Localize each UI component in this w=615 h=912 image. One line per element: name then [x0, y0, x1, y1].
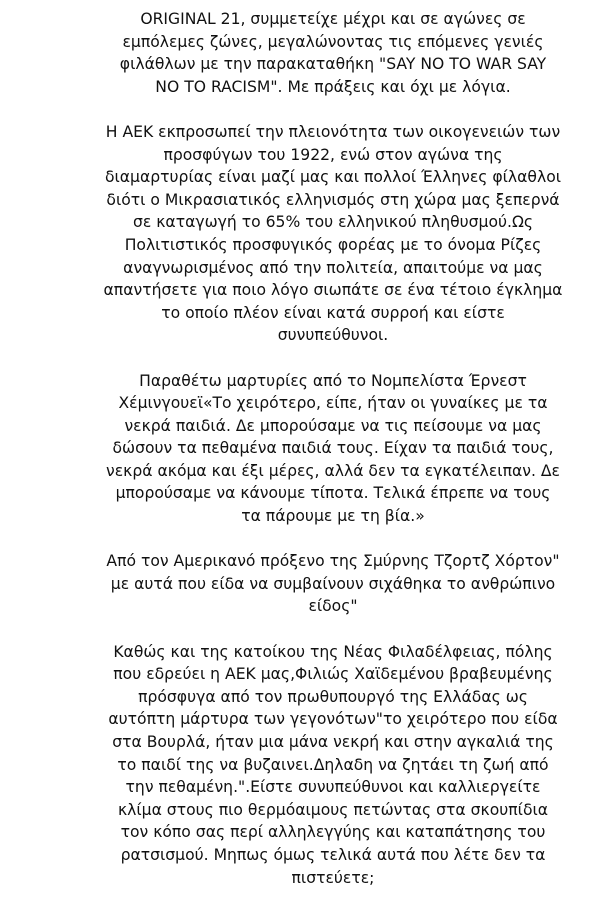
text-line: απαντήσετε για ποιο λόγο σιωπάτε σε ένα τέτοιο έγκλημα	[103, 281, 563, 300]
text-line: νεκρά ακόμα και έξι μέρες, αλλά δεν τα εγκατέλειπαν. Δε	[106, 461, 560, 480]
text-line: πρόσφυγα από τον πρωθυπουργό της Ελλάδας ως	[138, 687, 528, 706]
text-line: νεκρά παιδιά. Δε μπορούσαμε να τις πείσουμε να μας	[124, 416, 542, 435]
paragraph-nea-filadelfeia-testimony	[63, 641, 603, 890]
text-line: το οποίο πλέον είναι κατά συρροή και είστε	[161, 303, 505, 322]
paragraph-aek-refugees	[63, 121, 603, 347]
text-line: NO TO RACISM". Με πράξεις και όχι με λόγια.	[155, 77, 511, 96]
text-line: Η ΑΕΚ εκπροσωπεί την πλειονότητα των οικογενειών των	[105, 122, 561, 141]
text-line: δώσουν τα πεθαμένα παιδιά τους. Είχαν τα παιδιά τους,	[112, 439, 554, 458]
text-line: ρατσισμού. Μηπως όμως τελικά αυτά που λέτε δεν τα	[120, 845, 546, 864]
text-line: το παιδί της να βυζαινει.Δηλαδη να ζητάει τη ζωή από	[117, 755, 549, 774]
text-line: κλίμα στους πιο θερμόαιμους πετώντας στα σκουπίδια	[117, 800, 549, 819]
text-line: διαμαρτυρίας είναι μαζί μας και πολλοί Έλληνες φίλαθλοι	[104, 168, 562, 187]
text-line: που εδρεύει η ΑΕΚ μας,Φιλιώς Χαϊδεμένου βραβευμένης	[113, 665, 553, 684]
text-line: προσφύγων του 1922, ενώ στον αγώνα της	[163, 145, 503, 164]
text-line: φιλάθλων με την παρακαταθήκη "SAY NO TO WAR SAY	[119, 55, 547, 74]
text-line: τον κόπο σας περί αλληλεγγύης και καταπάτησης του	[120, 823, 546, 842]
text-line: την πεθαμένη.".Είστε συνυπεύθυνοι και καλλιεργείτε	[125, 778, 541, 797]
text-line: Χέμινγουεϊ«Το χειρότερο, είπε, ήταν οι γυναίκες με τα	[118, 394, 548, 413]
text-line: Καθώς και της κατοίκου της Νέας Φιλαδέλφειας, πόλης	[113, 642, 553, 661]
paragraph-original21	[63, 8, 603, 98]
text-line: αυτόπτη μάρτυρα των γεγονότων"το χειρότερο που είδα	[108, 710, 558, 729]
text-line: αναγνωρισμένος από την πολιτεία, απαιτούμε να μας	[123, 258, 543, 277]
text-line: μπορούσαμε να κάνουμε τίποτα. Τελικά έπρεπε να τους	[115, 484, 551, 503]
text-line: εμπόλεμες ζώνες, μεγαλώνοντας τις επόμενες γενιές	[122, 32, 544, 51]
text-line: ORIGINAL 21, συμμετείχε μέχρι και σε αγώνες σε	[140, 10, 526, 28]
text-line: στα Βουρλά, ήταν μια μάνα νεκρή και στην αγκαλιά της	[112, 733, 554, 751]
paragraph-hemingway-testimony	[63, 370, 603, 528]
text-line: σε καταγωγή το 65% του ελληνικού πληθυσμού.Ως	[132, 213, 534, 232]
text-line: συνυπεύθυνοι.	[277, 326, 389, 345]
text-line: με αυτά που είδα να συμβαίνουν σιχάθηκα το ανθρώπινο	[110, 574, 556, 593]
text-line: τα πάρουμε με τη βία.»	[241, 507, 425, 526]
text-line: Από τον Αμερικανό πρόξενο της Σμύρνης Τζορτζ Χόρτον"	[106, 552, 560, 571]
text-line: πιστεύετε;	[291, 868, 375, 887]
text-line: Παραθέτω μαρτυρίες από το Νομπελίστα Έρνεστ	[139, 371, 527, 390]
paragraph-horton-testimony	[63, 550, 603, 618]
text-line: διότι ο Μικρασιατικός ελληνισμός στη χώρα μας ξεπερνά	[106, 190, 560, 209]
text-line: είδος"	[308, 597, 358, 616]
text-line: Πολιτιστικός προσφυγικός φορέας με το όνομα Ρίζες	[124, 235, 542, 254]
document-body	[63, 8, 603, 912]
